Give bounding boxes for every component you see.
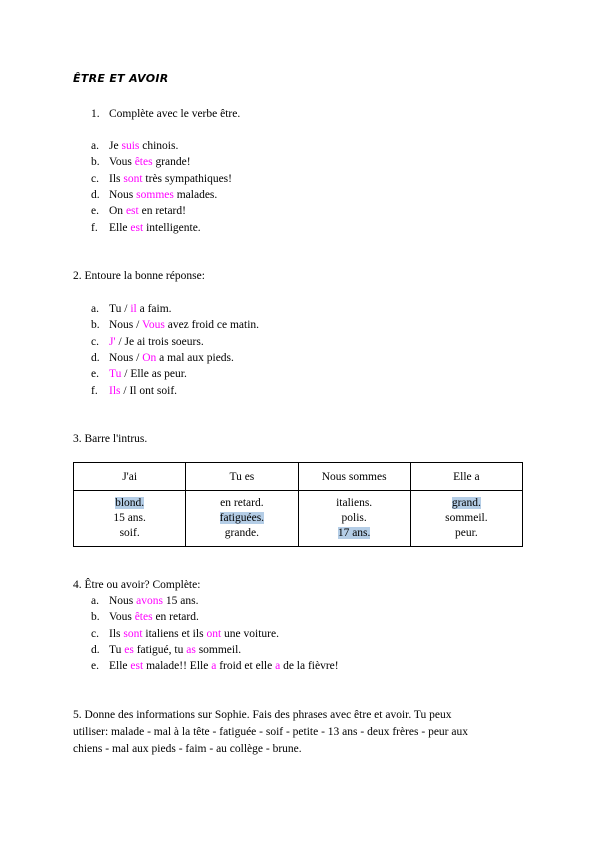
intrus-header-noussommes: Nous sommes xyxy=(298,463,410,491)
ex1-item xyxy=(109,204,186,218)
ex4-item xyxy=(109,627,279,641)
ex4-item-letter: d. xyxy=(91,643,100,656)
ex1-item-letter: e. xyxy=(91,205,99,218)
ex2-heading: 2. Entoure la bonne réponse: xyxy=(73,270,205,282)
ex4-item-text: 15 ans. xyxy=(163,595,199,607)
intrus-word: sommeil. xyxy=(445,512,488,524)
ex1-item-text: Elle xyxy=(109,221,131,234)
ex1-item-text: intelligente. xyxy=(143,221,201,234)
ex2-answer: On xyxy=(142,351,157,364)
ex2-item-letter: b. xyxy=(91,319,100,332)
ex1-heading-number: 1. xyxy=(91,108,100,120)
ex1-item xyxy=(109,172,232,186)
ex5-line: 5. Donne des informations sur Sophie. Fais des phrases avec être et avoir. Tu peux xyxy=(73,709,452,721)
ex4-item-text: Elle xyxy=(109,660,131,673)
ex4-item xyxy=(109,643,241,657)
ex1-item-text: Je xyxy=(109,140,122,152)
ex2-answer: Tu xyxy=(109,368,122,381)
intrus-header-row xyxy=(74,463,523,491)
ex4-item-text: italiens et ils xyxy=(142,627,207,640)
ex1-item-letter: f. xyxy=(91,221,98,234)
worksheet-title: ÊTRE ET AVOIR xyxy=(73,72,169,85)
ex1-heading: Complète avec le verbe être. xyxy=(109,108,241,120)
ex2-item-letter: a. xyxy=(91,303,99,315)
ex2-item-text: a faim. xyxy=(136,303,172,315)
ex2-item xyxy=(109,351,234,365)
ex4-answer: as xyxy=(186,643,196,656)
ex1-answer: suis xyxy=(121,140,140,152)
intrus-header-tues: Tu es xyxy=(186,463,298,491)
ex1-item xyxy=(109,155,191,169)
ex4-item-text: une voiture. xyxy=(221,627,279,640)
ex2-answer: il xyxy=(130,303,137,315)
ex2-answer: Ils xyxy=(109,384,121,397)
ex4-item-text: Ils xyxy=(109,627,124,640)
ex4-item-text: Vous xyxy=(109,611,135,624)
ex1-item-text: Ils xyxy=(109,172,124,185)
ex2-item-text: Nous / xyxy=(109,351,143,364)
ex4-item-text: fatigué, tu xyxy=(133,643,187,656)
ex4-answer: ont xyxy=(206,627,222,640)
ex1-item xyxy=(109,221,201,235)
ex1-answer: sont xyxy=(123,172,143,185)
ex4-answer: a xyxy=(211,660,217,673)
ex2-item xyxy=(109,384,177,398)
intrus-word: soif. xyxy=(119,527,140,539)
ex2-answer: J' xyxy=(109,335,116,348)
intrus-cell-jai xyxy=(74,491,186,547)
ex4-item-letter: b. xyxy=(91,611,100,624)
intrus-cell-noussommes xyxy=(298,491,410,547)
ex2-item-letter: e. xyxy=(91,368,99,381)
ex1-answer: sommes xyxy=(136,188,174,201)
ex2-item-text: avez froid ce matin. xyxy=(164,319,260,332)
ex1-item-text: grande! xyxy=(152,156,191,169)
ex1-item-text: Vous xyxy=(109,156,135,169)
ex4-item xyxy=(109,659,339,673)
ex1-item xyxy=(109,139,178,153)
ex4-answer: es xyxy=(124,643,134,656)
ex4-item xyxy=(109,594,198,608)
ex2-item-text: / Elle as peur. xyxy=(121,368,187,381)
ex1-answer: êtes xyxy=(134,156,153,169)
intrus-word: polis. xyxy=(341,512,367,524)
ex2-item-letter: d. xyxy=(91,351,100,364)
ex3-heading: 3. Barre l'intrus. xyxy=(73,433,148,445)
intrus-header-ellea: Elle a xyxy=(410,463,522,491)
ex4-item-text: Tu xyxy=(109,643,125,656)
ex4-item-text: Nous xyxy=(109,595,137,607)
ex1-item-text: chinois. xyxy=(139,140,179,152)
ex1-item-text: en retard! xyxy=(138,205,186,218)
intrus-word: en retard. xyxy=(220,497,264,509)
ex4-answer: êtes xyxy=(134,611,153,624)
ex4-item-text: en retard. xyxy=(152,611,199,624)
intrus-word: 17 ans. xyxy=(337,527,371,539)
intrus-cell-ellea xyxy=(410,491,522,547)
ex5-line: chiens - mal aux pieds - faim - au collège - brune. xyxy=(73,743,302,755)
ex1-item xyxy=(109,188,217,202)
ex2-item-text: Tu / xyxy=(109,303,131,315)
intrus-cell-tues xyxy=(186,491,298,547)
ex1-item-letter: b. xyxy=(91,156,100,169)
intrus-word: grand. xyxy=(451,497,481,509)
intrus-word: blond. xyxy=(115,497,145,509)
ex4-item-letter: c. xyxy=(91,627,99,640)
ex1-answer: est xyxy=(125,205,139,218)
ex2-item xyxy=(109,302,172,316)
ex4-answer: a xyxy=(275,660,281,673)
ex4-item-letter: e. xyxy=(91,660,99,673)
ex1-item-text: très sympathiques! xyxy=(142,172,232,185)
intrus-table xyxy=(73,462,523,547)
intrus-word: 15 ans. xyxy=(113,512,146,524)
ex4-item-text: froid et elle xyxy=(216,660,276,673)
ex2-item-text: Nous / xyxy=(109,319,143,332)
ex1-answer: est xyxy=(130,221,144,234)
ex2-item-letter: c. xyxy=(91,335,99,348)
ex4-item-text: malade!! Elle xyxy=(143,660,212,673)
ex4-item-text: sommeil. xyxy=(195,643,242,656)
ex1-item-text: On xyxy=(109,205,126,218)
ex4-answer: est xyxy=(130,660,144,673)
ex2-item-letter: f. xyxy=(91,384,98,397)
ex2-item-text: / Il ont soif. xyxy=(120,384,178,397)
ex2-answer: Vous xyxy=(142,319,165,332)
ex4-answer: sont xyxy=(123,627,143,640)
intrus-body-row xyxy=(74,491,523,547)
ex4-heading: 4. Être ou avoir? Complète: xyxy=(73,579,201,591)
ex2-item xyxy=(109,318,259,332)
ex2-item-text: / Je ai trois soeurs. xyxy=(115,335,204,348)
ex1-item-letter: a. xyxy=(91,140,99,152)
ex1-item-letter: c. xyxy=(91,172,99,185)
ex5-paragraph xyxy=(73,707,523,758)
ex2-item xyxy=(109,335,204,349)
ex4-item-letter: a. xyxy=(91,595,99,607)
ex4-item xyxy=(109,610,199,624)
intrus-word: italiens. xyxy=(336,497,373,509)
ex4-item-text: de la fièvre! xyxy=(280,660,339,673)
intrus-word: peur. xyxy=(455,527,478,539)
ex1-item-text: Nous xyxy=(109,188,137,201)
intrus-word: fatiguées. xyxy=(219,512,265,524)
ex1-item-letter: d. xyxy=(91,188,100,201)
ex4-answer: avons xyxy=(136,595,163,607)
intrus-word: grande. xyxy=(224,527,259,539)
ex5-line: utiliser: malade - mal à la tête - fatiguée - soif - petite - 13 ans - deux frères - peur aux xyxy=(73,726,468,738)
ex2-item xyxy=(109,367,187,381)
intrus-header-jai: J'ai xyxy=(74,463,186,491)
ex1-item-text: malades. xyxy=(173,188,218,201)
ex2-item-text: a mal aux pieds. xyxy=(156,351,234,364)
